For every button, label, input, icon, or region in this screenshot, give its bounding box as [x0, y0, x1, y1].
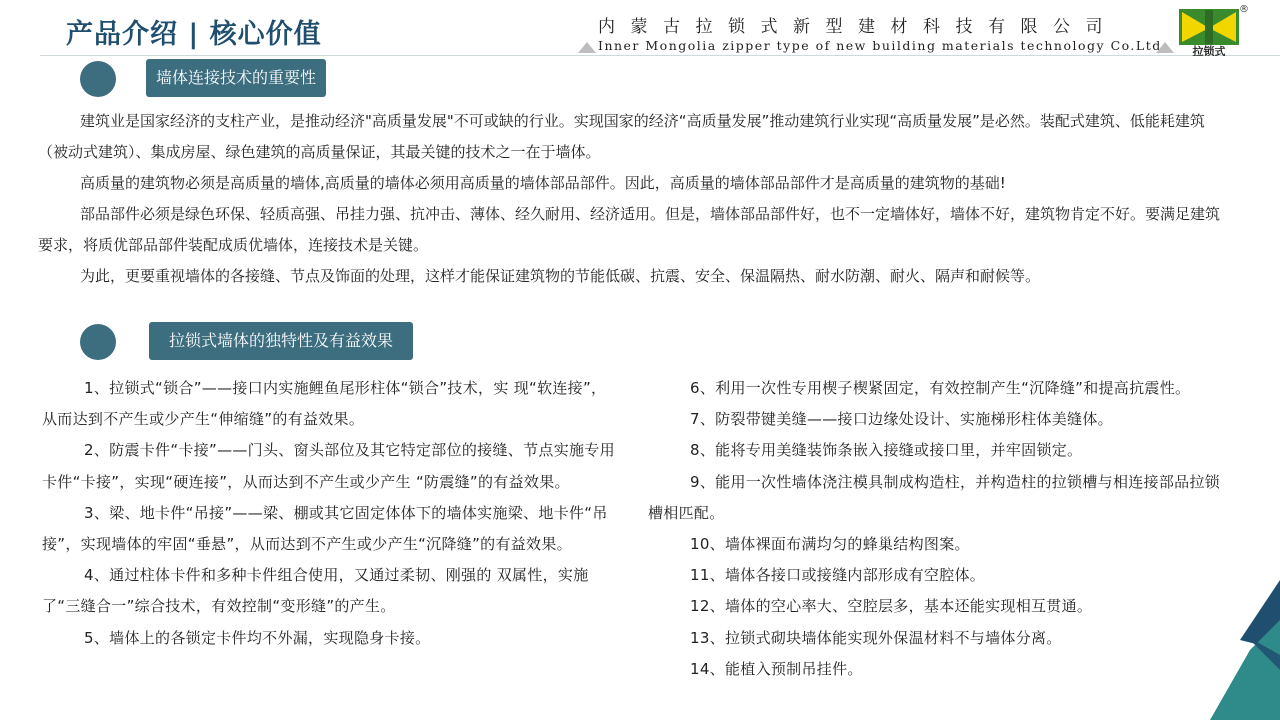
- feature-item: 1、拉锁式“锁合”——接口内实施鲤鱼尾形柱体“锁合”技术，实 现“软连接”，从而达到不产生或少产生“伸缩缝”的有益效果。: [42, 379, 607, 429]
- intro-paragraph: 高质量的建筑物必须是高质量的墙体,高质量的墙体必须用高质量的墙体部品部件。因此，高质量的墙体部品部件才是高质量的建筑物的基础!: [80, 174, 1006, 192]
- logo-text: 拉锁式: [1192, 45, 1226, 56]
- header-triangle-left: [578, 42, 596, 53]
- section1-bullet-icon: [80, 61, 116, 97]
- registered-mark: ®: [1239, 4, 1249, 15]
- intro-paragraph: 部品部件必须是绿色环保、轻质高强、吊挂力强、抗冲击、薄体、经久耐用、经济适用。但是，墙体部品部件好，也不一定墙体好，墙体不好，建筑物肯定不好。要满足建筑要求，将质优部品部件装配成质优墙体，连接技术是关键。: [38, 205, 1221, 254]
- feature-item: 9、能用一次性墙体浇注模具制成构造柱，并构造柱的拉锁槽与相连接部品拉锁槽相匹配。: [648, 472, 1221, 522]
- features-left-column: [42, 373, 620, 654]
- feature-item: 3、梁、地卡件“吊接”——梁、棚或其它固定体体下的墙体实施梁、地卡件“吊接”，实现墙体的牢固“垂悬”，从而达到不产生或少产生“沉降缝”的有益效果。: [42, 503, 608, 554]
- section1-body: [38, 106, 1228, 292]
- feature-item: 10、墙体裸面布满均匀的蜂巢结构图案。: [690, 535, 970, 554]
- company-name-en: Inner Mongolia zipper type of new building materials technology Co.Ltd.: [598, 38, 1168, 53]
- feature-item: 4、通过柱体卡件和多种卡件组合使用，又通过柔韧、刚强的 双属性，实施了“三缝合一”综合技术，有效控制“变形缝”的产生。: [42, 566, 589, 616]
- company-logo: [1176, 6, 1242, 56]
- intro-paragraph: 建筑业是国家经济的支柱产业，是推动经济"高质量发展"不可或缺的行业。实现国家的经济“高质量发展”推动建筑行业实现“高质量发展”是必然。装配式建筑、低能耗建筑（被动式建筑）、集成房屋、绿色建筑的高质量保证，其最关键的技术之一在于墙体。: [38, 112, 1205, 161]
- feature-item: 8、能将专用美缝装饰条嵌入接缝或接口里，并牢固锁定。: [690, 441, 1083, 460]
- feature-item: 13、拉锁式砌块墙体能实现外保温材料不与墙体分离。: [690, 628, 1062, 647]
- page-title: 产品介绍 | 核心价值: [66, 19, 322, 50]
- section2-bullet-icon: [80, 324, 116, 360]
- feature-item: 12、墙体的空心率大、空腔层多，基本还能实现相互贯通。: [690, 597, 1093, 616]
- company-name-cn: 内蒙古拉锁式新型建材科技有限公司: [598, 17, 1118, 37]
- feature-item: 6、利用一次性专用楔子楔紧固定，有效控制产生“沉降缝”和提高抗震性。: [690, 379, 1191, 397]
- feature-item: 5、墙体上的各锁定卡件均不外漏，实现隐身卡接。: [84, 628, 431, 647]
- section1-label: 墙体连接技术的重要性: [146, 59, 326, 97]
- feature-item: 14、能植入预制吊挂件。: [690, 659, 863, 678]
- header-divider: [40, 55, 1280, 56]
- corner-decoration: [1190, 580, 1280, 720]
- features-right-column: [648, 373, 1228, 685]
- feature-item: 2、防震卡件“卡接”——门头、窗头部位及其它特定部位的接缝、节点实施专用卡件“卡接”，实现“硬连接”，从而达到不产生或少产生 “防震缝”的有益效果。: [42, 441, 615, 491]
- section2-label: 拉锁式墙体的独特性及有益效果: [149, 322, 413, 360]
- feature-item: 11、墙体各接口或接缝内部形成有空腔体。: [690, 566, 986, 585]
- header-triangle-right: [1156, 42, 1174, 53]
- intro-paragraph: 为此，更要重视墙体的各接缝、节点及饰面的处理，这样才能保证建筑物的节能低碳、抗震、安全、保温隔热、耐水防潮、耐火、隔声和耐候等。: [80, 267, 1041, 285]
- feature-item: 7、防裂带键美缝——接口边缘处设计、实施梯形柱体美缝体。: [690, 410, 1113, 429]
